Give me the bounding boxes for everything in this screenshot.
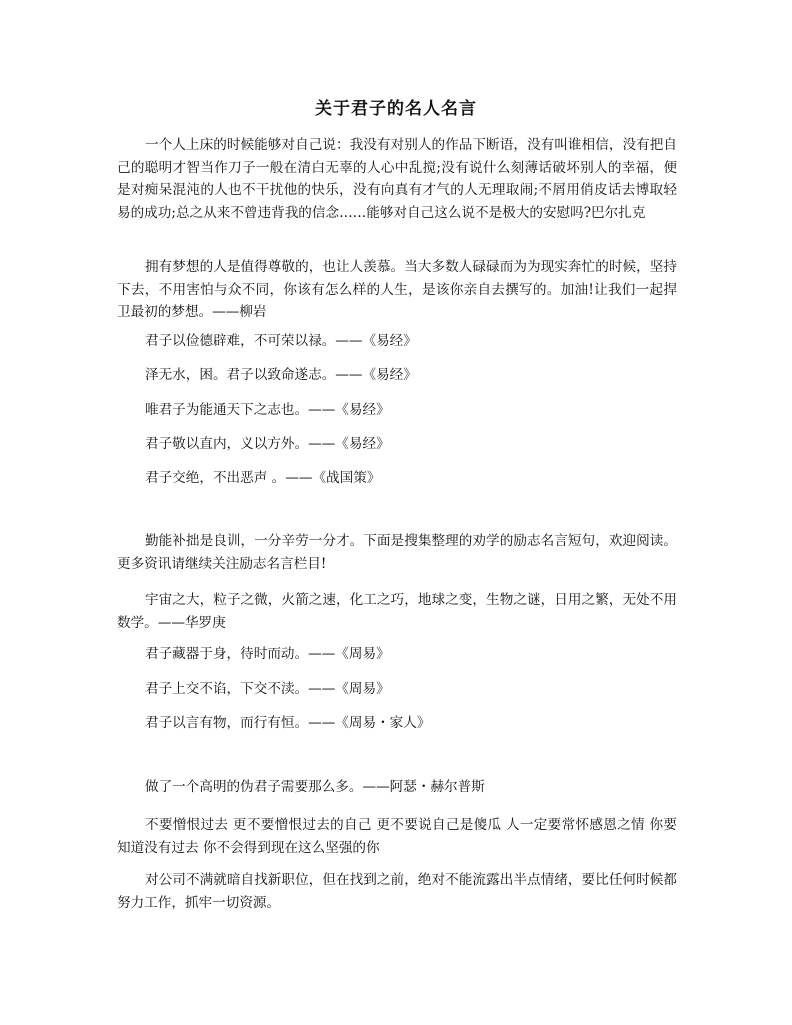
paragraph-intro: 勤能补拙是良训，一分辛劳一分才。下面是搜集整理的劝学的励志名言短句，欢迎阅读。更多资讯请继续关注励志名言栏目! bbox=[117, 533, 677, 572]
paragraph-yijing-quote-1: 君子以俭德辟难，不可荣以禄。——《易经》 bbox=[145, 333, 417, 349]
paragraph-past-self-quote: 不要憎恨过去 更不要憎恨过去的自己 更不要说自己是傻瓜 人一定要常怀感恩之情 你要知道没有过去 你不会得到现在这么坚强的你 bbox=[117, 817, 677, 856]
paragraph-yijing-quote-4: 君子敬以直内，义以方外。——《易经》 bbox=[145, 436, 390, 452]
paragraph-zhouyi-quote-1: 君子藏器于身，待时而动。——《周易》 bbox=[145, 646, 390, 662]
paragraph-hualuogeng-quote: 宇宙之大，粒子之微，火箭之速，化工之巧，地球之变，生物之谜，日用之繁，无处不用数学。——华罗庚 bbox=[117, 592, 677, 631]
paragraph-zhouyi-quote-3: 君子以言有物，而行有恒。——《周易・家人》 bbox=[145, 715, 431, 731]
paragraph-liuyan-quote: 拥有梦想的人是值得尊敬的，也让人羡慕。当大多数人碌碌而为为现实奔忙的时候，坚持下去，不用害怕与众不同，你该有怎么样的人生，是该你亲自去撰写的。加油!让我们一起捍卫最初的梦想。——柳岩 bbox=[117, 259, 677, 320]
page-title: 关于君子的名人名言 bbox=[315, 99, 477, 119]
paragraph-yijing-quote-3: 唯君子为能通天下之志也。——《易经》 bbox=[145, 402, 390, 418]
paragraph-job-advice: 对公司不满就暗自找新职位，但在找到之前，绝对不能流露出半点情绪，要比任何时候都努力工作，抓牢一切资源。 bbox=[117, 872, 677, 911]
paragraph-helps-quote: 做了一个高明的伪君子需要那么多。——阿瑟・赫尔普斯 bbox=[145, 779, 485, 795]
paragraph-zhouyi-quote-2: 君子上交不谄，下交不渎。——《周易》 bbox=[145, 681, 390, 697]
paragraph-yijing-quote-2: 泽无水，困。君子以致命遂志。——《易经》 bbox=[145, 367, 417, 383]
paragraph-zhanguoce-quote: 君子交绝，不出恶声 。——《战国策》 bbox=[145, 470, 381, 486]
paragraph-balzac-quote: 一个人上床的时候能够对自己说：我没有对别人的作品下断语，没有叫谁相信，没有把自己的聪明才智当作刀子一般在清白无辜的人心中乱搅;没有说什么刻薄话破坏别人的幸福，便是对痴呆混沌的人也不干扰他的快乐，没有向真有才气的人无理取闹;不屑用俏皮话去博取轻易的成功;总之从来不曾违背我的信念……能够对自己这么说不是极大的安慰吗?巴尔扎克 bbox=[117, 137, 677, 221]
